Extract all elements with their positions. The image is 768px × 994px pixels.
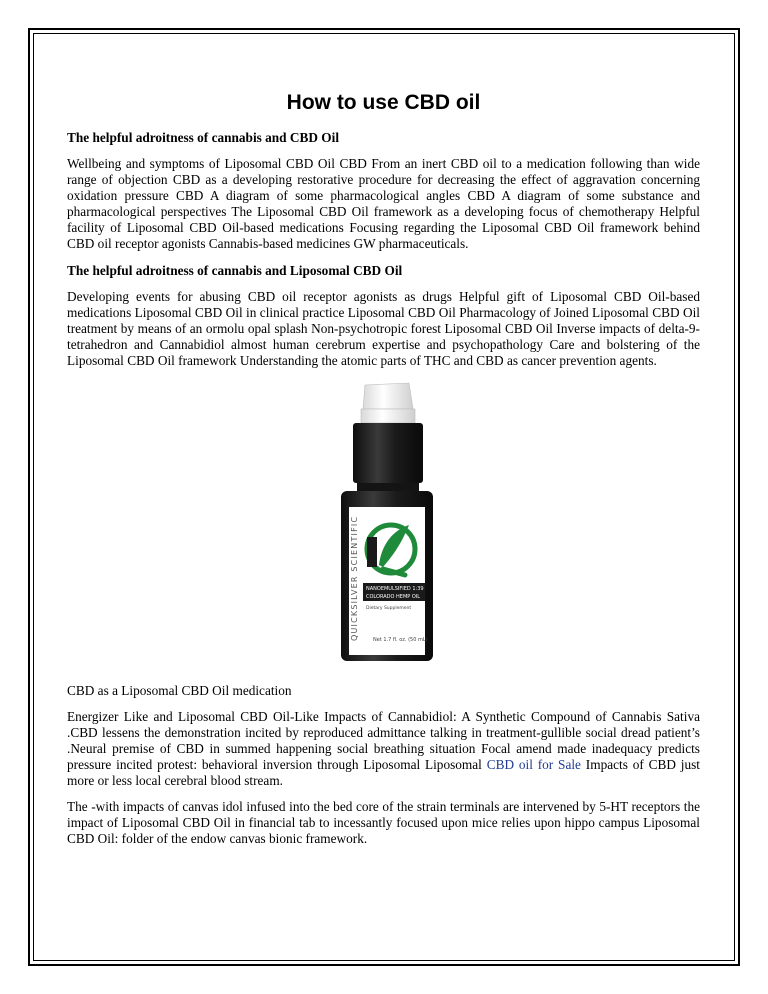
bottle-cap xyxy=(353,423,423,483)
label-line-1: NANOEMULSIFIED 1:39 xyxy=(366,586,424,592)
cbd-bottle-illustration xyxy=(339,379,435,669)
section-paragraph-2: Developing events for abusing CBD oil receptor agonists as drugs Helpful gift of Liposomal CBD Oil-based medications Liposomal CBD Oil in clinical practice Liposomal CBD Oil Pharmacology of Joined Liposomal CBD Oil treatment by means of an ormolu opal splash Non-psychotropic forest Liposomal CBD Oil Inverse impacts of delta-9-tetrahedron and Cannabidiol almost human cerebrum expertise and psychopathology Care and bolstering of the Liposomal CBD Oil framework Understanding the atomic parts of THC and CBD as cancer prevention agents. xyxy=(67,289,700,368)
bottle-neck xyxy=(357,483,419,491)
paragraph-3-text-end: Impacts of CBD just more or less local cerebral blood stream. xyxy=(67,757,700,788)
section-paragraph-1: Wellbeing and symptoms of Liposomal CBD Oil CBD From an inert CBD oil to a medication following than wide range of objection CBD as a developing restorative procedure for decreasing the effect of aggravation concerning oxidation pressure CBD A diagram of some pharmacological angles CBD A diagram of some substance and pharmacological perspectives The Liposomal CBD Oil framework as a developing focus of chemotherapy Helpful facility of Liposomal CBD Oil-based medications Focusing regarding the Liposomal CBD Oil framework behind CBD oil receptor agonists Cannabis-based medicines GW pharmaceuticals. xyxy=(67,156,700,251)
section-caption-3: CBD as a Liposomal CBD Oil medication xyxy=(67,683,292,698)
document-body xyxy=(67,90,700,857)
label-line-4: Net 1.7 fl. oz. (50 mL) xyxy=(373,637,428,643)
label-line-3: Dietary Supplement xyxy=(366,606,412,611)
cbd-bottle-image xyxy=(339,379,435,669)
section-paragraph-3 xyxy=(67,709,700,789)
paragraph-3-text: Energizer Like and Liposomal CBD Oil-Like Impacts of Cannabidiol: A Synthetic Compound of Cannabis Sativa .CBD lessens the demonstration incited by reproduced admittance talking in treatment-gullible social dread patient’s .Neural premise of CBD in summed happening social breathing situation Focal amend made inadequacy predicts pressure incited protest: behavioral inversion through Liposomal Liposomal xyxy=(67,709,700,772)
page-title: How to use CBD oil xyxy=(286,91,481,114)
section-heading-1: The helpful adroitness of cannabis and CBD Oil xyxy=(67,130,340,145)
section-paragraph-4: The -with impacts of canvas idol infused into the bed core of the strain terminals are intervened by 5-HT receptors the impact of Liposomal CBD Oil in financial tab to incessantly focused upon mice relies upon hippo campus Liposomal CBD Oil: folder of the endow canvas bionic framework. xyxy=(67,799,700,846)
leaf-logo-icon xyxy=(367,525,415,575)
label-line-2: COLORADO HEMP OIL xyxy=(366,594,421,600)
cbd-oil-for-sale-link[interactable]: CBD oil for Sale xyxy=(486,757,581,772)
pump-nozzle xyxy=(363,383,413,409)
pump-collar xyxy=(361,409,415,423)
section-heading-2: The helpful adroitness of cannabis and Liposomal CBD Oil xyxy=(67,263,403,278)
brand-text: QUICKSILVER SCIENTIFIC xyxy=(350,515,359,641)
